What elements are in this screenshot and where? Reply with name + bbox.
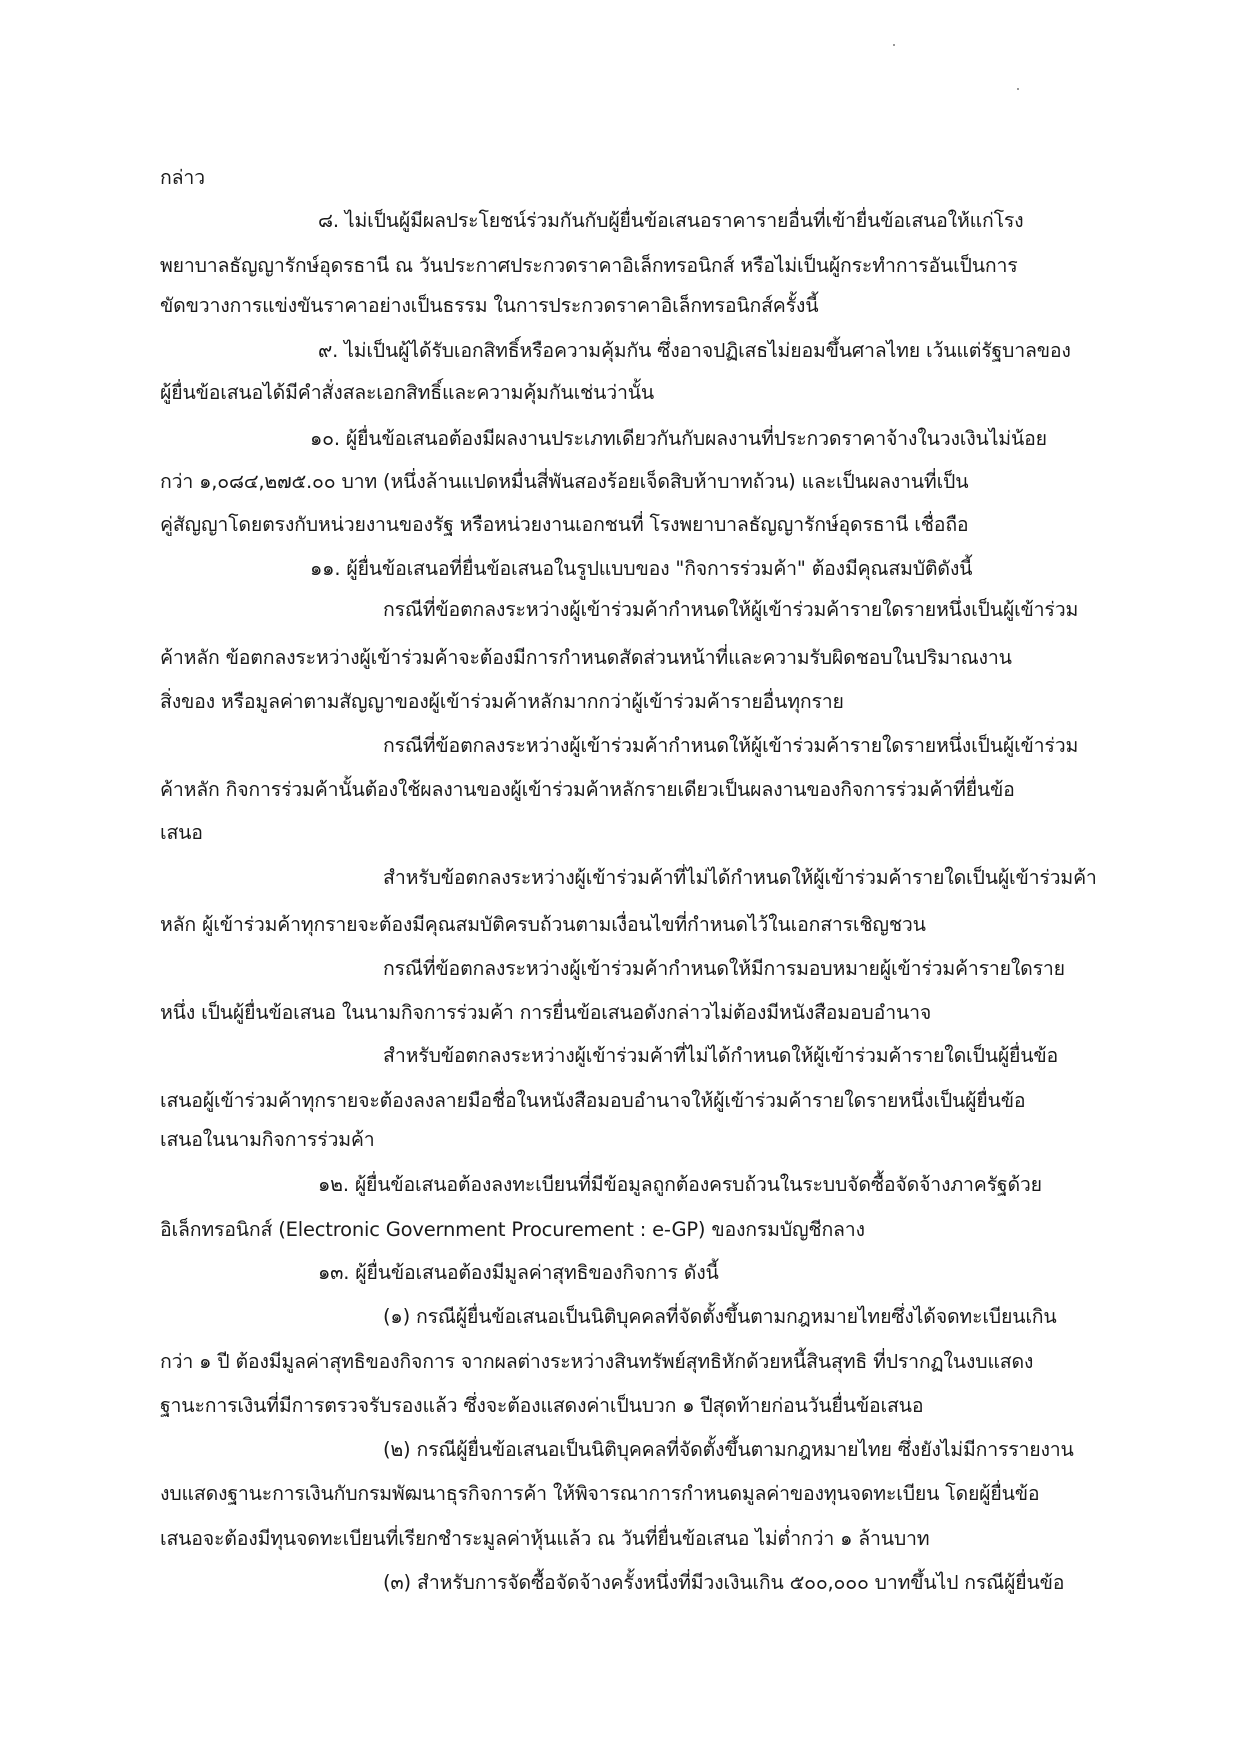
- text-line: หนึ่ง เป็นผู้ยื่นข้อเสนอ ในนามกิจการร่วมค้า การยื่นข้อเสนอดังกล่าวไม่ต้องมีหนังสือมอบอำนาจ: [160, 1001, 932, 1024]
- text-line: ๑๓. ผู้ยื่นข้อเสนอต้องมีมูลค่าสุทธิของกิจการ ดังนี้: [318, 1261, 719, 1284]
- text-line: (๒) กรณีผู้ยื่นข้อเสนอเป็นนิติบุคคลที่จัดตั้งขึ้นตามกฎหมายไทย ซึ่งยังไม่มีการรายงาน: [383, 1438, 1074, 1461]
- text-line: กล่าว: [160, 166, 205, 189]
- text-line: ๙. ไม่เป็นผู้ได้รับเอกสิทธิ์หรือความคุ้มกัน ซึ่งอาจปฏิเสธไม่ยอมขึ้นศาลไทย เว้นแต่รัฐบาลของ: [318, 339, 1071, 362]
- text-line: กว่า ๑,๐๘๔,๒๗๕.๐๐ บาท (หนึ่งล้านแปดหมื่นสี่พันสองร้อยเจ็ดสิบห้าบาทถ้วน) และเป็นผลงานที่เป็น: [160, 470, 969, 493]
- text-line: ๑๑. ผู้ยื่นข้อเสนอที่ยื่นข้อเสนอในรูปแบบของ "กิจการร่วมค้า" ต้องมีคุณสมบัติดังนี้: [310, 557, 973, 580]
- text-line: สำหรับข้อตกลงระหว่างผู้เข้าร่วมค้าที่ไม่ได้กำหนดให้ผู้เข้าร่วมค้ารายใดเป็นผู้ยื่นข้อ: [383, 1044, 1059, 1067]
- scan-speck: [893, 44, 895, 46]
- text-line: ขัดขวางการแข่งขันราคาอย่างเป็นธรรม ในการประกวดราคาอิเล็กทรอนิกส์ครั้งนี้: [160, 294, 819, 317]
- text-line: (๑) กรณีผู้ยื่นข้อเสนอเป็นนิติบุคคลที่จัดตั้งขึ้นตามกฎหมายไทยซึ่งได้จดทะเบียนเกิน: [383, 1305, 1057, 1328]
- text-line: งบแสดงฐานะการเงินกับกรมพัฒนาธุรกิจการค้า ให้พิจารณาการกำหนดมูลค่าของทุนจดทะเบียน โดยผู้ยื่นข้อ: [160, 1482, 1040, 1505]
- text-line: ค้าหลัก ข้อตกลงระหว่างผู้เข้าร่วมค้าจะต้องมีการกำหนดสัดส่วนหน้าที่และความรับผิดชอบในปริมาณงาน: [160, 646, 1012, 669]
- text-line: คู่สัญญาโดยตรงกับหน่วยงานของรัฐ หรือหน่วยงานเอกชนที่ โรงพยาบาลธัญญารักษ์อุดรธานี เชื่อถือ: [160, 513, 969, 536]
- text-line: เสนอในนามกิจการร่วมค้า: [160, 1128, 375, 1151]
- text-line: อิเล็กทรอนิกส์ (Electronic Government Procurement : e-GP) ของกรมบัญชีกลาง: [160, 1218, 865, 1241]
- text-line: ผู้ยื่นข้อเสนอได้มีคำสั่งสละเอกสิทธิ์และความคุ้มกันเช่นว่านั้น: [160, 381, 654, 404]
- text-line: กว่า ๑ ปี ต้องมีมูลค่าสุทธิของกิจการ จากผลต่างระหว่างสินทรัพย์สุทธิหักด้วยหนี้สินสุทธิ ที่ปรากฏในงบแสดง: [160, 1350, 1034, 1373]
- text-line: กรณีที่ข้อตกลงระหว่างผู้เข้าร่วมค้ากำหนดให้มีการมอบหมายผู้เข้าร่วมค้ารายใดราย: [383, 957, 1065, 980]
- text-line: (๓) สำหรับการจัดซื้อจัดจ้างครั้งหนึ่งที่มีวงเงินเกิน ๕๐๐,๐๐๐ บาทขึ้นไป กรณีผู้ยื่นข้อ: [383, 1571, 1065, 1594]
- text-line: เสนอ: [160, 821, 203, 844]
- text-line: กรณีที่ข้อตกลงระหว่างผู้เข้าร่วมค้ากำหนดให้ผู้เข้าร่วมค้ารายใดรายหนึ่งเป็นผู้เข้าร่วม: [383, 598, 1079, 621]
- text-line: เสนอจะต้องมีทุนจดทะเบียนที่เรียกชำระมูลค่าหุ้นแล้ว ณ วันที่ยื่นข้อเสนอ ไม่ต่ำกว่า ๑ ล้านบาท: [160, 1527, 930, 1550]
- scan-speck: [1017, 88, 1019, 90]
- text-line: หลัก ผู้เข้าร่วมค้าทุกรายจะต้องมีคุณสมบัติครบถ้วนตามเงื่อนไขที่กำหนดไว้ในเอกสารเชิญชวน: [160, 913, 926, 936]
- text-line: สิ่งของ หรือมูลค่าตามสัญญาของผู้เข้าร่วมค้าหลักมากกว่าผู้เข้าร่วมค้ารายอื่นทุกราย: [160, 690, 844, 713]
- text-line: กรณีที่ข้อตกลงระหว่างผู้เข้าร่วมค้ากำหนดให้ผู้เข้าร่วมค้ารายใดรายหนึ่งเป็นผู้เข้าร่วม: [383, 734, 1079, 757]
- text-line: ๑๒. ผู้ยื่นข้อเสนอต้องลงทะเบียนที่มีข้อมูลถูกต้องครบถ้วนในระบบจัดซื้อจัดจ้างภาครัฐด้วย: [318, 1173, 1042, 1196]
- text-line: ค้าหลัก กิจการร่วมค้านั้นต้องใช้ผลงานของผู้เข้าร่วมค้าหลักรายเดียวเป็นผลงานของกิจการร่วมค้าที่ยื่นข้อ: [160, 778, 1015, 801]
- text-line: ๑๐. ผู้ยื่นข้อเสนอต้องมีผลงานประเภทเดียวกันกับผลงานที่ประกวดราคาจ้างในวงเงินไม่น้อย: [310, 427, 1047, 450]
- text-line: พยาบาลธัญญารักษ์อุดรธานี ณ วันประกาศประกวดราคาอิเล็กทรอนิกส์ หรือไม่เป็นผู้กระทำการอันเป็นการ: [160, 254, 1018, 277]
- text-line: สำหรับข้อตกลงระหว่างผู้เข้าร่วมค้าที่ไม่ได้กำหนดให้ผู้เข้าร่วมค้ารายใดเป็นผู้เข้าร่วมค้า: [383, 866, 1097, 889]
- text-line: ฐานะการเงินที่มีการตรวจรับรองแล้ว ซึ่งจะต้องแสดงค่าเป็นบวก ๑ ปีสุดท้ายก่อนวันยื่นข้อเสนอ: [160, 1394, 924, 1417]
- text-line: เสนอผู้เข้าร่วมค้าทุกรายจะต้องลงลายมือชื่อในหนังสือมอบอำนาจให้ผู้เข้าร่วมค้ารายใดรายหนึ่งเป็นผู้ยื่นข้อ: [160, 1089, 1026, 1112]
- text-line: ๘. ไม่เป็นผู้มีผลประโยชน์ร่วมกันกับผู้ยื่นข้อเสนอราคารายอื่นที่เข้ายื่นข้อเสนอให้แก่โรง: [318, 209, 1024, 232]
